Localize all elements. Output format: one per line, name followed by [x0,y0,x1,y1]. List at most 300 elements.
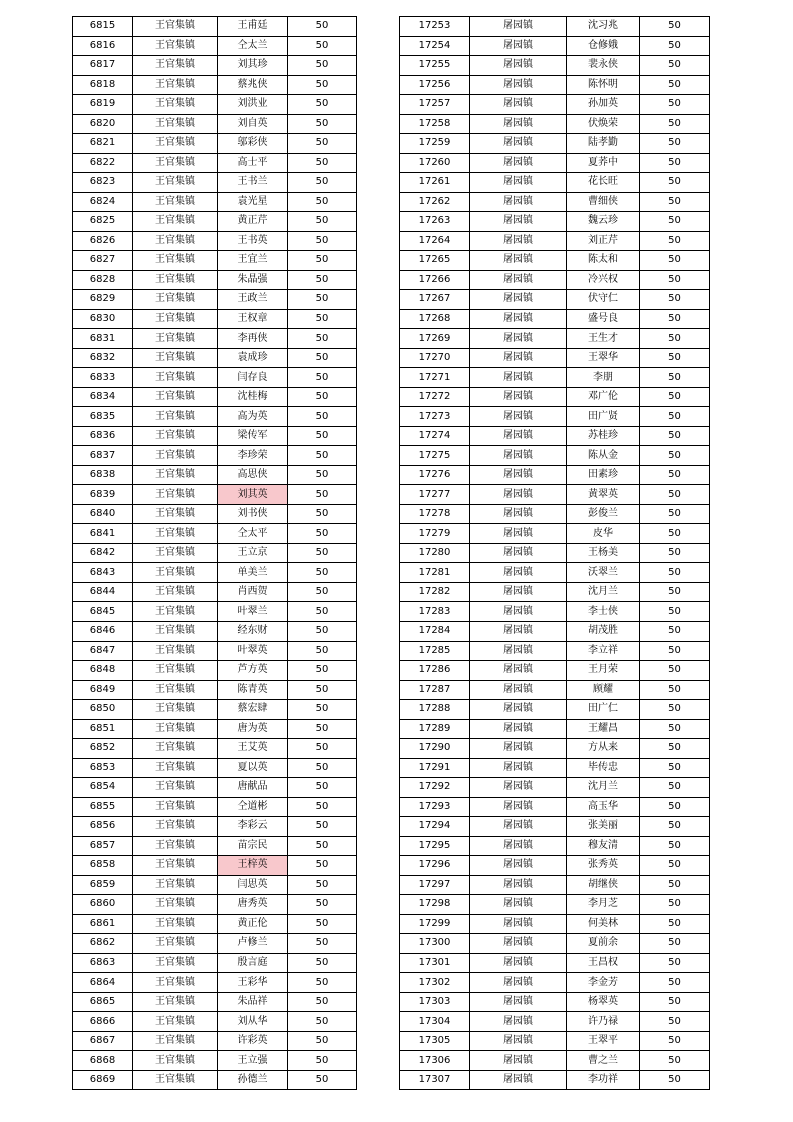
town-cell: 王官集镇 [133,290,218,310]
table-row [73,446,357,466]
name-cell: 魏云珍 [567,212,640,232]
name-cell: 张秀英 [567,856,640,876]
serial-number-cell: 6827 [73,251,133,271]
name-cell: 王耀昌 [567,719,640,739]
amount-cell: 50 [640,817,710,837]
table-row [400,914,710,934]
name-cell: 刘洪业 [218,95,288,115]
amount-cell: 50 [288,504,357,524]
amount-cell: 50 [288,719,357,739]
table-row [400,582,710,602]
amount-cell: 50 [288,270,357,290]
serial-number-cell: 6852 [73,739,133,759]
name-cell: 曹细侠 [567,192,640,212]
town-cell: 屠园镇 [470,758,567,778]
name-cell: 方从来 [567,739,640,759]
name-cell: 伏焕荣 [567,114,640,134]
name-cell: 梁传军 [218,426,288,446]
amount-cell: 50 [640,875,710,895]
table-row [73,973,357,993]
serial-number-cell: 17289 [400,719,470,739]
serial-number-cell: 17282 [400,582,470,602]
serial-number-cell: 6855 [73,797,133,817]
serial-number-cell: 17292 [400,778,470,798]
name-cell: 王月荣 [567,661,640,681]
table-row [400,153,710,173]
serial-number-cell: 17281 [400,563,470,583]
name-cell: 李珍荣 [218,446,288,466]
town-cell: 王官集镇 [133,446,218,466]
name-cell: 袁成珍 [218,348,288,368]
table-row [400,1031,710,1051]
amount-cell: 50 [288,875,357,895]
town-cell: 王官集镇 [133,134,218,154]
amount-cell: 50 [640,739,710,759]
amount-cell: 50 [288,856,357,876]
amount-cell: 50 [640,75,710,95]
town-cell: 王官集镇 [133,524,218,544]
name-cell: 田广贤 [567,407,640,427]
amount-cell: 50 [288,1051,357,1071]
town-cell: 屠园镇 [470,153,567,173]
town-cell: 屠园镇 [470,914,567,934]
town-cell: 屠园镇 [470,387,567,407]
serial-number-cell: 17307 [400,1070,470,1090]
table-row [73,426,357,446]
serial-number-cell: 6853 [73,758,133,778]
amount-cell: 50 [288,817,357,837]
table-row [73,739,357,759]
town-cell: 屠园镇 [470,524,567,544]
table-row [73,348,357,368]
amount-cell: 50 [640,426,710,446]
amount-cell: 50 [288,739,357,759]
name-cell: 陈太和 [567,251,640,271]
name-cell: 朱晶强 [218,270,288,290]
table-row [400,758,710,778]
table-row [400,973,710,993]
town-cell: 屠园镇 [470,56,567,76]
town-cell: 屠园镇 [470,700,567,720]
serial-number-cell: 17263 [400,212,470,232]
serial-number-cell: 6830 [73,309,133,329]
town-cell: 王官集镇 [133,407,218,427]
town-cell: 屠园镇 [470,797,567,817]
serial-number-cell: 6824 [73,192,133,212]
town-cell: 屠园镇 [470,778,567,798]
table-row [73,582,357,602]
amount-cell: 50 [640,290,710,310]
town-cell: 王官集镇 [133,817,218,837]
town-cell: 屠园镇 [470,934,567,954]
name-cell: 仓修娥 [567,36,640,56]
town-cell: 王官集镇 [133,56,218,76]
serial-number-cell: 17258 [400,114,470,134]
amount-cell: 50 [640,778,710,798]
amount-cell: 50 [640,1070,710,1090]
table-row [400,817,710,837]
table-row [400,621,710,641]
table-row [400,348,710,368]
town-cell: 屠园镇 [470,426,567,446]
name-cell: 刘其珍 [218,56,288,76]
table-row [73,817,357,837]
serial-number-cell: 17254 [400,36,470,56]
amount-cell: 50 [288,543,357,563]
name-cell: 王书英 [218,231,288,251]
town-cell: 屠园镇 [470,602,567,622]
serial-number-cell: 17265 [400,251,470,271]
name-cell: 叶翠英 [218,641,288,661]
serial-number-cell: 17304 [400,1012,470,1032]
table-row [400,934,710,954]
serial-number-cell: 17264 [400,231,470,251]
amount-cell: 50 [288,680,357,700]
serial-number-cell: 17302 [400,973,470,993]
name-cell: 蔡宏肆 [218,700,288,720]
serial-number-cell: 6818 [73,75,133,95]
serial-number-cell: 17291 [400,758,470,778]
town-cell: 王官集镇 [133,680,218,700]
amount-cell: 50 [288,465,357,485]
table-row [73,231,357,251]
amount-cell: 50 [288,836,357,856]
town-cell: 王官集镇 [133,387,218,407]
name-cell: 高士平 [218,153,288,173]
table-row [400,836,710,856]
town-cell: 屠园镇 [470,36,567,56]
name-cell: 田广仁 [567,700,640,720]
serial-number-cell: 6864 [73,973,133,993]
town-cell: 屠园镇 [470,212,567,232]
name-cell: 王翠平 [567,1031,640,1051]
name-cell: 仝太平 [218,524,288,544]
serial-number-cell: 17275 [400,446,470,466]
table-row [73,934,357,954]
town-cell: 屠园镇 [470,134,567,154]
amount-cell: 50 [288,953,357,973]
name-cell: 王书兰 [218,173,288,193]
name-cell: 陈从金 [567,446,640,466]
serial-number-cell: 6851 [73,719,133,739]
table-row [400,1070,710,1090]
table-row [73,680,357,700]
town-cell: 屠园镇 [470,348,567,368]
amount-cell: 50 [640,914,710,934]
table-row [73,17,357,37]
amount-cell: 50 [640,309,710,329]
name-cell: 花长旺 [567,173,640,193]
table-row [73,700,357,720]
town-cell: 屠园镇 [470,465,567,485]
amount-cell: 50 [288,914,357,934]
town-cell: 屠园镇 [470,504,567,524]
name-cell: 沃翠兰 [567,563,640,583]
table-row [400,778,710,798]
table-row [73,504,357,524]
name-cell: 裴永侠 [567,56,640,76]
serial-number-cell: 6834 [73,387,133,407]
town-cell: 王官集镇 [133,641,218,661]
amount-cell: 50 [640,895,710,915]
amount-cell: 50 [640,758,710,778]
town-cell: 屠园镇 [470,329,567,349]
name-cell: 陈青英 [218,680,288,700]
amount-cell: 50 [288,700,357,720]
amount-cell: 50 [288,348,357,368]
name-cell: 卢修兰 [218,934,288,954]
serial-number-cell: 17267 [400,290,470,310]
name-cell: 王艾英 [218,739,288,759]
town-cell: 屠园镇 [470,1070,567,1090]
name-cell: 孙德兰 [218,1070,288,1090]
serial-number-cell: 6845 [73,602,133,622]
amount-cell: 50 [288,173,357,193]
amount-cell: 50 [288,446,357,466]
serial-number-cell: 6820 [73,114,133,134]
serial-number-cell: 6821 [73,134,133,154]
town-cell: 王官集镇 [133,192,218,212]
name-cell: 夏前余 [567,934,640,954]
table-row [73,387,357,407]
name-cell: 高为英 [218,407,288,427]
right-table [399,16,710,1090]
table-row [400,602,710,622]
right-table-body [400,17,710,1090]
table-row [400,797,710,817]
amount-cell: 50 [640,700,710,720]
table-row [400,134,710,154]
serial-number-cell: 17261 [400,173,470,193]
amount-cell: 50 [288,192,357,212]
name-cell: 叶翠兰 [218,602,288,622]
town-cell: 屠园镇 [470,992,567,1012]
serial-number-cell: 17287 [400,680,470,700]
serial-number-cell: 17262 [400,192,470,212]
serial-number-cell: 17290 [400,739,470,759]
serial-number-cell: 17301 [400,953,470,973]
serial-number-cell: 6861 [73,914,133,934]
amount-cell: 50 [288,641,357,661]
serial-number-cell: 17271 [400,368,470,388]
table-row [73,661,357,681]
amount-cell: 50 [640,973,710,993]
table-row [400,446,710,466]
town-cell: 王官集镇 [133,465,218,485]
amount-cell: 50 [288,251,357,271]
amount-cell: 50 [288,602,357,622]
name-cell: 高思侠 [218,465,288,485]
name-cell: 李立祥 [567,641,640,661]
town-cell: 王官集镇 [133,1031,218,1051]
name-cell: 陈怀明 [567,75,640,95]
serial-number-cell: 6854 [73,778,133,798]
serial-number-cell: 6815 [73,17,133,37]
serial-number-cell: 6869 [73,1070,133,1090]
amount-cell: 50 [288,368,357,388]
serial-number-cell: 6826 [73,231,133,251]
table-row [400,1051,710,1071]
name-cell: 王杨美 [567,543,640,563]
town-cell: 王官集镇 [133,992,218,1012]
amount-cell: 50 [288,75,357,95]
name-cell: 黄翠英 [567,485,640,505]
serial-number-cell: 17280 [400,543,470,563]
table-row [400,17,710,37]
town-cell: 王官集镇 [133,251,218,271]
town-cell: 屠园镇 [470,1012,567,1032]
table-row [73,485,357,505]
town-cell: 屠园镇 [470,114,567,134]
name-cell: 刘书侠 [218,504,288,524]
table-row [400,739,710,759]
name-cell: 毕传忠 [567,758,640,778]
name-cell: 孙加英 [567,95,640,115]
serial-number-cell: 6823 [73,173,133,193]
table-row [400,251,710,271]
serial-number-cell: 6833 [73,368,133,388]
amount-cell: 50 [640,680,710,700]
amount-cell: 50 [288,485,357,505]
serial-number-cell: 6839 [73,485,133,505]
name-cell: 蔡兆侠 [218,75,288,95]
table-row [73,836,357,856]
amount-cell: 50 [640,1031,710,1051]
name-cell: 王立京 [218,543,288,563]
amount-cell: 50 [640,465,710,485]
table-row [400,680,710,700]
town-cell: 王官集镇 [133,485,218,505]
table-row [73,153,357,173]
town-cell: 王官集镇 [133,368,218,388]
amount-cell: 50 [640,797,710,817]
serial-number-cell: 6859 [73,875,133,895]
town-cell: 屠园镇 [470,309,567,329]
amount-cell: 50 [288,407,357,427]
town-cell: 王官集镇 [133,700,218,720]
town-cell: 王官集镇 [133,758,218,778]
serial-number-cell: 17300 [400,934,470,954]
amount-cell: 50 [288,56,357,76]
table-row [400,114,710,134]
table-row [73,563,357,583]
table-row [73,914,357,934]
table-row [73,329,357,349]
name-cell: 伏守仁 [567,290,640,310]
serial-number-cell: 17298 [400,895,470,915]
amount-cell: 50 [640,95,710,115]
table-row [400,875,710,895]
table-row [400,192,710,212]
amount-cell: 50 [288,153,357,173]
name-cell: 曹之兰 [567,1051,640,1071]
name-cell: 田素珍 [567,465,640,485]
amount-cell: 50 [288,973,357,993]
amount-cell: 50 [640,192,710,212]
serial-number-cell: 17269 [400,329,470,349]
amount-cell: 50 [640,329,710,349]
name-cell: 袁光星 [218,192,288,212]
table-row [73,465,357,485]
table-row [400,504,710,524]
town-cell: 屠园镇 [470,270,567,290]
serial-number-cell: 6858 [73,856,133,876]
name-cell: 苏桂珍 [567,426,640,446]
left-table-body [73,17,357,1090]
serial-number-cell: 17288 [400,700,470,720]
table-row [73,173,357,193]
amount-cell: 50 [640,368,710,388]
town-cell: 王官集镇 [133,621,218,641]
amount-cell: 50 [640,348,710,368]
amount-cell: 50 [288,621,357,641]
amount-cell: 50 [288,114,357,134]
town-cell: 王官集镇 [133,934,218,954]
town-cell: 屠园镇 [470,836,567,856]
name-cell: 刘自英 [218,114,288,134]
name-cell: 夏荞中 [567,153,640,173]
town-cell: 屠园镇 [470,875,567,895]
name-cell: 盛号良 [567,309,640,329]
serial-number-cell: 6819 [73,95,133,115]
name-cell: 沈月兰 [567,582,640,602]
town-cell: 王官集镇 [133,1070,218,1090]
name-cell: 唐献品 [218,778,288,798]
name-cell: 闫思英 [218,875,288,895]
serial-number-cell: 17259 [400,134,470,154]
table-row [400,992,710,1012]
town-cell: 王官集镇 [133,329,218,349]
town-cell: 王官集镇 [133,36,218,56]
serial-number-cell: 17306 [400,1051,470,1071]
town-cell: 屠园镇 [470,446,567,466]
name-cell: 王翠华 [567,348,640,368]
serial-number-cell: 6857 [73,836,133,856]
town-cell: 王官集镇 [133,895,218,915]
amount-cell: 50 [288,1031,357,1051]
table-row [400,173,710,193]
table-row [73,270,357,290]
name-cell: 唐秀英 [218,895,288,915]
amount-cell: 50 [288,1070,357,1090]
table-row [73,1031,357,1051]
town-cell: 王官集镇 [133,661,218,681]
table-row [400,212,710,232]
serial-number-cell: 6866 [73,1012,133,1032]
table-row [400,524,710,544]
table-row [400,368,710,388]
serial-number-cell: 6841 [73,524,133,544]
town-cell: 王官集镇 [133,426,218,446]
table-row [73,543,357,563]
amount-cell: 50 [288,895,357,915]
table-row [73,368,357,388]
town-cell: 屠园镇 [470,582,567,602]
town-cell: 屠园镇 [470,563,567,583]
serial-number-cell: 6868 [73,1051,133,1071]
amount-cell: 50 [640,641,710,661]
serial-number-cell: 6837 [73,446,133,466]
serial-number-cell: 17286 [400,661,470,681]
town-cell: 王官集镇 [133,582,218,602]
town-cell: 屠园镇 [470,290,567,310]
serial-number-cell: 17297 [400,875,470,895]
table-row [73,856,357,876]
name-cell: 刘正芹 [567,231,640,251]
amount-cell: 50 [640,836,710,856]
table-row [73,875,357,895]
name-cell: 闫存良 [218,368,288,388]
